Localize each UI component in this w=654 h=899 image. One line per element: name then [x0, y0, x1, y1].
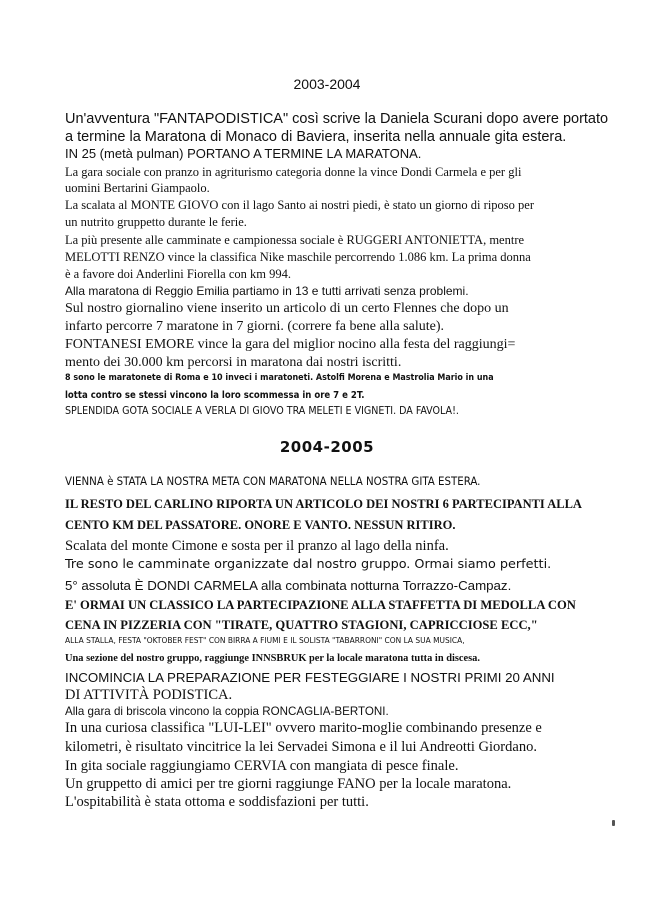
text-line: Scalata del monte Cimone e sosta per il pranzo al lago della ninfa. — [65, 538, 449, 554]
text-line: Un'avventura "FANTAPODISTICA" così scrive la Daniela Scurani dopo avere portato — [65, 111, 609, 127]
text-line: In una curiosa classifica "LUI-LEI" ovvero marito-moglie combinando presenze e — [65, 720, 542, 736]
text-line: SPLENDIDA GOTA SOCIALE A VERLA DI GIOVO TRA MELETI E VIGNETI. DA FAVOLA!. — [65, 405, 459, 417]
text-line: un nutrito gruppetto durante le ferie. — [65, 215, 247, 229]
text-line: DI ATTIVITÀ PODISTICA. — [65, 687, 233, 703]
text-line: kilometri, è risultato vincitrice la lei Servadei Simona e il lui Andreotti Giordano. — [65, 739, 537, 755]
text-line: uomini Bertarini Giampaolo. — [65, 181, 210, 195]
text-line: IL RESTO DEL CARLINO RIPORTA UN ARTICOLO DEI NOSTRI 6 PARTECIPANTI ALLA — [65, 497, 582, 511]
text-line: In gita sociale raggiungiamo CERVIA con mangiata di pesce finale. — [65, 758, 459, 774]
text-line: infarto percorre 7 maratone in 7 giorni. (correre fa bene alla salute). — [65, 319, 444, 334]
text-line: La più presente alle camminate e campionessa sociale è RUGGERI ANTONIETTA, mentre — [65, 233, 525, 247]
text-line: La scalata al MONTE GIOVO con il lago Santo ai nostri piedi, è stato un giorno di riposo per — [65, 198, 534, 212]
text-line: 5° assoluta È DONDI CARMELA alla combinata notturna Torrazzo-Campaz. — [65, 578, 512, 593]
text-line: ALLA STALLA, FESTA "OKTOBER FEST" CON BIRRA A FIUMI E IL SOLISTA "TABARRONI" CON LA SUA MUSICA, — [65, 635, 465, 645]
text-line: L'ospitabilità è stata ottoma e soddisfazioni per tutti. — [65, 794, 369, 810]
section-year-heading: 2003-2004 — [293, 76, 361, 92]
text-line: FONTANESI EMORE vince la gara del miglior nocino alla festa del raggiungi= — [65, 337, 516, 352]
text-line: VIENNA è STATA LA NOSTRA META CON MARATONA NELLA NOSTRA GITA ESTERA. — [65, 474, 481, 488]
text-line: La gara sociale con pranzo in agriturismo categoria donne la vince Dondi Carmela e per gli — [65, 165, 522, 179]
text-line: lotta contro se stessi vincono la loro scommessa in ore 7 e 2T. — [65, 390, 365, 401]
text-line: 8 sono le maratonete di Roma e 10 inveci i maratoneti. Astolfi Morena e Mastrolia Mario in una — [65, 373, 494, 383]
text-line: a termine la Maratona di Monaco di Baviera, inserita nella annuale gita estera. — [65, 129, 567, 145]
section-year-heading: 2004-2005 — [279, 438, 375, 456]
text-line: Un gruppetto di amici per tre giorni raggiunge FANO per la locale maratona. — [65, 776, 512, 792]
text-line: Sul nostro giornalino viene inserito un articolo di un certo Flennes che dopo un — [65, 301, 509, 316]
scan-speck — [612, 820, 615, 826]
text-line: è a favore doi Anderlini Fiorella con km 994. — [65, 267, 291, 281]
text-line: mento dei 30.000 km percorsi in maratona dai nostri iscritti. — [65, 355, 402, 370]
text-line: Una sezione del nostro gruppo, raggiunge INNSBRUK per la locale maratona tutta in discesa. — [65, 653, 480, 664]
text-line: IN 25 (metà pulman) PORTANO A TERMINE LA MARATONA. — [65, 146, 422, 161]
text-line: Alla maratona di Reggio Emilia partiamo in 13 e tutti arrivati senza problemi. — [65, 284, 469, 298]
text-line: MELOTTI RENZO vince la classifica Nike maschile percorrendo 1.086 km. La prima donna — [65, 250, 531, 264]
text-line: E' ORMAI UN CLASSICO LA PARTECIPAZIONE ALLA STAFFETTA DI MEDOLLA CON — [65, 598, 576, 612]
text-line: INCOMINCIA LA PREPARAZIONE PER FESTEGGIARE I NOSTRI PRIMI 20 ANNI — [65, 670, 555, 685]
text-line: Tre sono le camminate organizzate dal nostro gruppo. Ormai siamo perfetti. — [65, 557, 552, 572]
text-line: CENTO KM DEL PASSATORE. ONORE E VANTO. NESSUN RITIRO. — [65, 518, 456, 532]
text-line: Alla gara di briscola vincono la coppia RONCAGLIA-BERTONI. — [65, 705, 389, 718]
text-line: CENA IN PIZZERIA CON "TIRATE, QUATTRO STAGIONI, CAPRICCIOSE ECC," — [65, 618, 538, 632]
